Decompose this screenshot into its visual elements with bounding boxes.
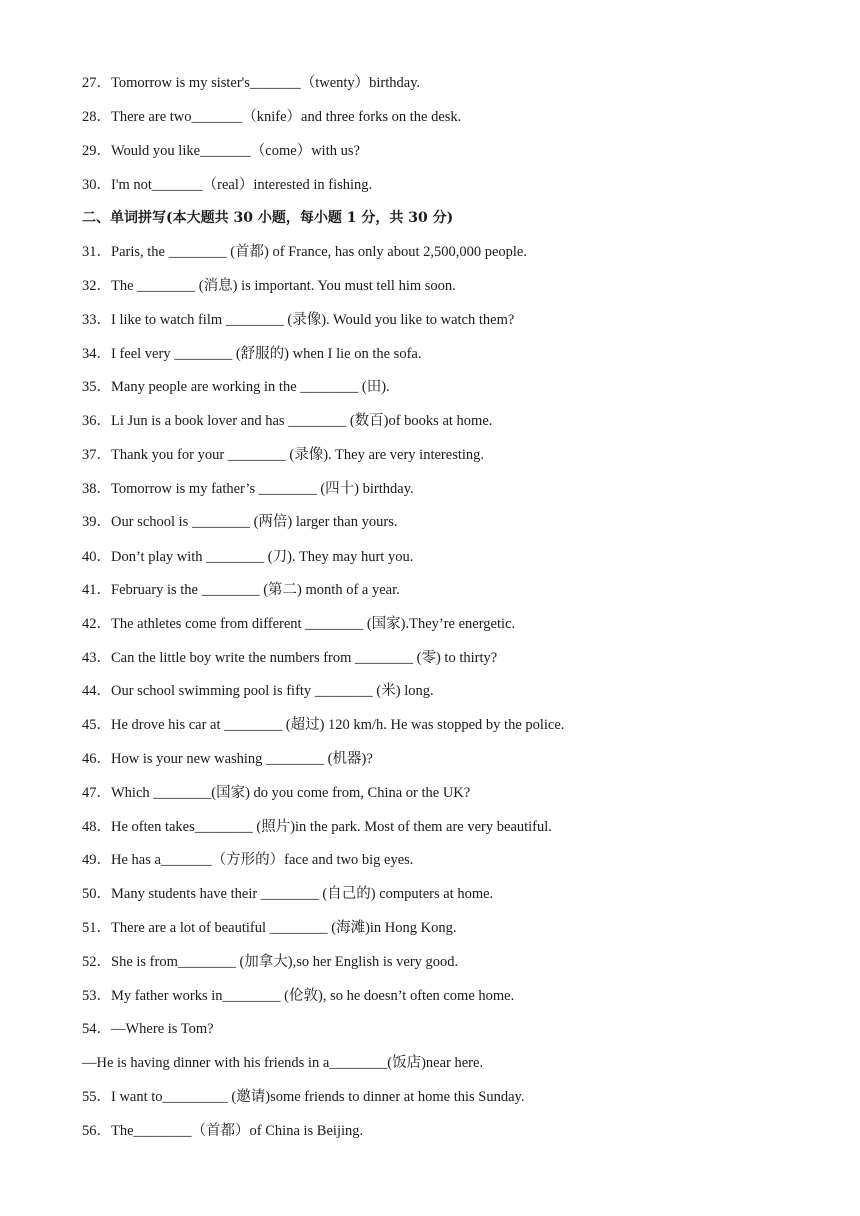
question-35: 35．Many people are working in the ________ (田). bbox=[82, 379, 390, 395]
question-33: 33．I like to watch film ________ (录像). Would you like to watch them? bbox=[82, 312, 515, 328]
section-heading: 二、单词拼写(本大题共 30 小题，每小题 1 分，共 30 分) bbox=[82, 210, 454, 226]
question-56: 56．The________（首都）of China is Beijing. bbox=[82, 1123, 364, 1139]
question-39: 39．Our school is ________ (两倍) larger than yours. bbox=[82, 514, 398, 530]
question-36: 36．Li Jun is a book lover and has ________ (数百)of books at home. bbox=[82, 413, 493, 429]
question-47: 47．Which ________(国家) do you come from, China or the UK? bbox=[82, 785, 471, 801]
question-42: 42．The athletes come from different ________ (国家).They’re energetic. bbox=[82, 616, 516, 632]
question-27: 27．Tomorrow is my sister's_______（twenty）birthday. bbox=[82, 75, 421, 91]
question-32: 32．The ________ (消息) is important. You must tell him soon. bbox=[82, 278, 456, 294]
question-43: 43．Can the little boy write the numbers from ________ (零) to thirty? bbox=[82, 650, 498, 666]
question-40: 40．Don’t play with ________ (刀). They may hurt you. bbox=[82, 549, 414, 565]
question-46: 46．How is your new washing ________ (机器)? bbox=[82, 751, 373, 767]
question-31: 31．Paris, the ________ (首都) of France, has only about 2,500,000 people. bbox=[82, 244, 527, 260]
question-45: 45．He drove his car at ________ (超过) 120 km/h. He was stopped by the police. bbox=[82, 717, 565, 733]
question-34: 34．I feel very ________ (舒服的) when I lie on the sofa. bbox=[82, 346, 422, 362]
question-50: 50．Many students have their ________ (自己的) computers at home. bbox=[82, 886, 494, 902]
question-55: 55．I want to_________ (邀请)some friends to dinner at home this Sunday. bbox=[82, 1089, 525, 1105]
question-38: 38．Tomorrow is my father’s ________ (四十) birthday. bbox=[82, 481, 414, 497]
question-54-answer: —He is having dinner with his friends in a________(饭店)near here. bbox=[82, 1055, 484, 1071]
question-44: 44．Our school swimming pool is fifty ________ (米) long. bbox=[82, 683, 434, 699]
question-51: 51．There are a lot of beautiful ________ (海滩)in Hong Kong. bbox=[82, 920, 457, 936]
question-49: 49．He has a_______（方形的）face and two big eyes. bbox=[82, 852, 414, 868]
question-52: 52．She is from________ (加拿大),so her English is very good. bbox=[82, 954, 459, 970]
question-29: 29．Would you like_______（come）with us? bbox=[82, 143, 360, 159]
question-54: 54．—Where is Tom? bbox=[82, 1021, 214, 1037]
question-48: 48．He often takes________ (照片)in the park. Most of them are very beautiful. bbox=[82, 819, 552, 835]
question-28: 28．There are two_______（knife）and three forks on the desk. bbox=[82, 109, 462, 125]
question-53: 53．My father works in________ (伦敦), so he doesn’t often come home. bbox=[82, 988, 515, 1004]
question-37: 37．Thank you for your ________ (录像). They are very interesting. bbox=[82, 447, 485, 463]
question-41: 41．February is the ________ (第二) month of a year. bbox=[82, 582, 400, 598]
question-30: 30．I'm not_______（real）interested in fishing. bbox=[82, 177, 373, 193]
